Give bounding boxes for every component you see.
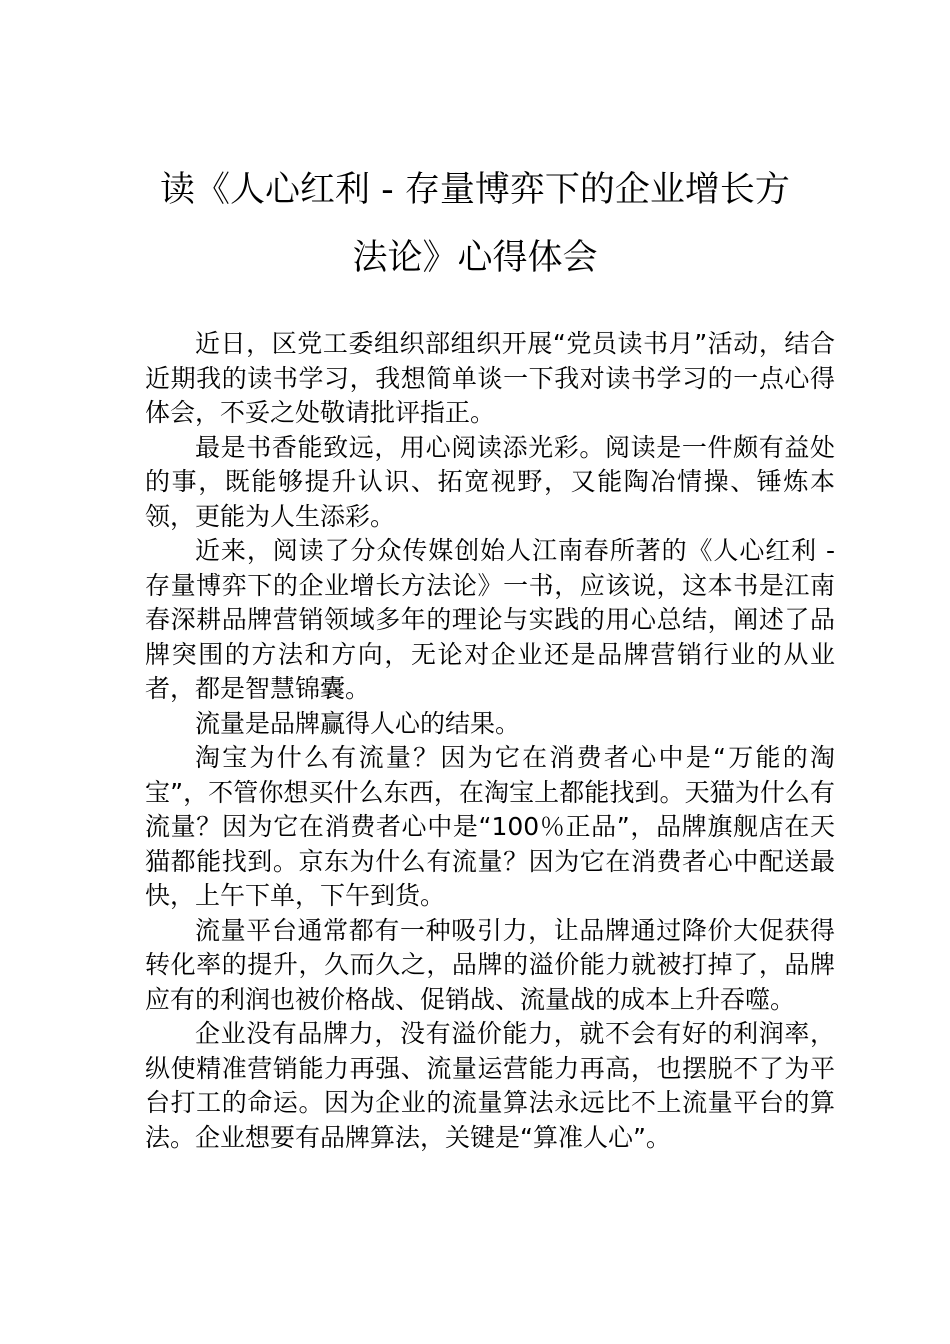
paragraph-1: 近日，区党工委组织部组织开展“党员读书月”活动，结合近期我的读书学习，我想简单谈一下我对读书学习的一点心得体会，不妥之处敬请批评指正。 bbox=[145, 329, 835, 427]
title-line-2: 法论》心得体会 bbox=[352, 238, 598, 278]
paragraph-6: 流量平台通常都有一种吸引力，让品牌通过降价大促获得转化率的提升，久而久之，品牌的溢价能力就被打掉了，品牌应有的利润也被价格战、促销战、流量战的成本上升吞噬。 bbox=[145, 915, 835, 1014]
document-body bbox=[145, 327, 835, 1155]
title-line-1: 读《人心红利 - 存量博弈下的企业增长方 bbox=[160, 170, 790, 210]
paragraph-7: 企业没有品牌力，没有溢价能力，就不会有好的利润率，纵使精准营销能力再强、流量运营能力再高，也摆脱不了为平台打工的命运。因为企业的流量算法永远比不上流量平台的算法。企业想要有品牌算法，关键是“算准人心”。 bbox=[145, 1019, 835, 1152]
paragraph-3: 近来，阅读了分众传媒创始人江南春所著的《人心红利 - 存量博弈下的企业增长方法论》一书，应该说，这本书是江南春深耕品牌营销领域多年的理论与实践的用心总结，阐述了品牌突围的方法和方向，无论对企业还是品牌营销行业的从业者，都是智慧锦囊。 bbox=[145, 536, 835, 703]
paragraph-4: 流量是品牌赢得人心的结果。 bbox=[195, 708, 521, 738]
paragraph-5: 淘宝为什么有流量？因为它在消费者心中是“万能的淘宝”，不管你想买什么东西，在淘宝上都能找到。天猫为什么有流量？因为它在消费者心中是“100％正品”，品牌旗舰店在天猫都能找到。京东为什么有流量？因为它在消费者心中配送最快，上午下单，下午到货。 bbox=[145, 743, 835, 910]
paragraph-2: 最是书香能致远，用心阅读添光彩。阅读是一件颇有益处的事，既能够提升认识、拓宽视野，又能陶冶情操、锤炼本领，更能为人生添彩。 bbox=[145, 432, 835, 531]
